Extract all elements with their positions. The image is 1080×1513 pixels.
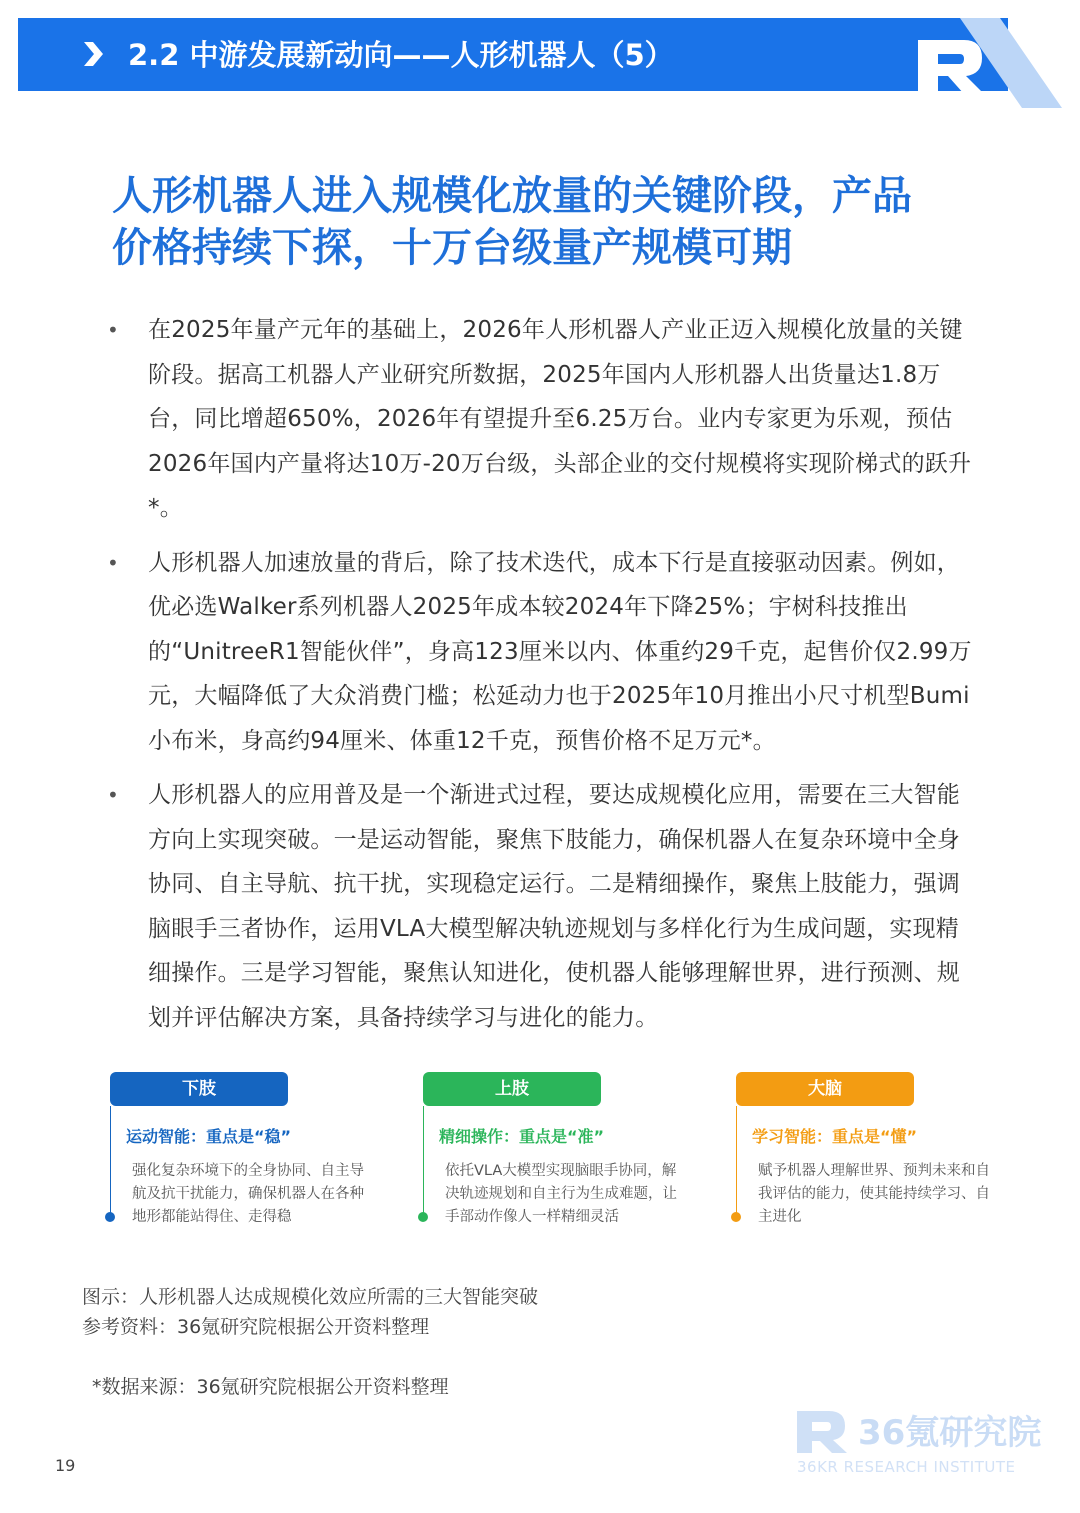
bullet-list	[104, 308, 976, 1050]
card-subtitle: 学习智能：重点是“懂”	[752, 1127, 918, 1146]
intelligence-cards	[104, 1072, 1004, 1262]
chevron-right-icon	[80, 36, 106, 72]
card-node-dot	[418, 1212, 428, 1222]
headline	[112, 170, 992, 274]
caption-figure: 图示：人形机器人达成规模化效应所需的三大智能突破	[82, 1286, 539, 1308]
card-tab: 大脑	[736, 1072, 914, 1106]
card-upper-limb	[417, 1072, 687, 1262]
card-connector-line	[736, 1106, 737, 1216]
bullet-text: 在2025年量产元年的基础上，2026年人形机器人产业正迈入规模化放量的关键阶段。据高工机器人产业研究所数据，2025年国内人形机器人出货量达1.8万台，同比增超650%，2026年有望提升至6.25万台。业内专家更为乐观，预估2026年国内产量将达10万-20万台级，头部企业的交付规模将实现阶梯式的跃升*。	[148, 317, 972, 521]
card-brain	[730, 1072, 1000, 1262]
card-tab: 上肢	[423, 1072, 601, 1106]
page-section-title: 2.2 中游发展新动向——人形机器人（5）	[128, 38, 674, 72]
bullet-text: 人形机器人加速放量的背后，除了技术迭代，成本下行是直接驱动因素。例如，优必选Walker系列机器人2025年成本较2024年下降25%；宇树科技推出的“UnitreeR1智能伙伴”，身高123厘米以内、体重约29千克，起售价仅2.99万元，大幅降低了大众消费门槛；松延动力也于2025年10月推出小尺寸机型Bumi小布米，身高约94厘米、体重12千克，预售价格不足万元*。	[148, 549, 972, 754]
card-node-dot	[105, 1212, 115, 1222]
bullet-marker: •	[107, 783, 119, 807]
bullet-item	[104, 773, 976, 1040]
headline-line-1: 人形机器人进入规模化放量的关键阶段，产品	[112, 173, 912, 219]
bullet-text: 人形机器人的应用普及是一个渐进式过程，要达成规模化应用，需要在三大智能方向上实现突破。一是运动智能，聚焦下肢能力，确保机器人在复杂环境中全身协同、自主导航、抗干扰，实现稳定运行。二是精细操作，聚焦上肢能力，强调脑眼手三者协作，运用VLA大模型解决轨迹规划与多样化行为生成问题，实现精细操作。三是学习智能，聚焦认知进化，使机器人能够理解世界，进行预测、规划并评估解决方案，具备持续学习与进化的能力。	[148, 782, 960, 1031]
card-tab: 下肢	[110, 1072, 288, 1106]
page-number: 19	[55, 1456, 76, 1475]
headline-line-2: 价格持续下探，十万台级量产规模可期	[112, 225, 792, 271]
card-connector-line	[110, 1106, 111, 1216]
watermark-subtitle: 36KR RESEARCH INSTITUTE	[797, 1458, 1016, 1476]
bullet-marker: •	[107, 318, 119, 342]
card-subtitle: 运动智能：重点是“稳”	[126, 1127, 292, 1146]
figure-caption	[82, 1282, 538, 1342]
caption-source: 参考资料：36氪研究院根据公开资料整理	[82, 1316, 430, 1338]
card-description: 赋予机器人理解世界、预判未来和自我评估的能力，使其能持续学习、自主进化	[758, 1163, 990, 1225]
card-connector-line	[423, 1106, 424, 1216]
watermark-name: 36氪研究院	[858, 1413, 1042, 1453]
footnote: *数据来源：36氪研究院根据公开资料整理	[92, 1376, 449, 1398]
bullet-item	[104, 541, 976, 764]
card-description: 强化复杂环境下的全身协同、自主导航及抗干扰能力，确保机器人在各种地形都能站得住、走得稳	[132, 1163, 364, 1225]
card-description: 依托VLA大模型实现脑眼手协同，解决轨迹规划和自主行为生成难题，让手部动作像人一样精细灵活	[445, 1163, 677, 1225]
bullet-item	[104, 308, 976, 531]
card-node-dot	[731, 1212, 741, 1222]
card-lower-limb	[104, 1072, 374, 1262]
card-subtitle: 精细操作：重点是“准”	[439, 1127, 605, 1146]
36kr-logo-icon	[900, 18, 1065, 108]
bullet-marker: •	[107, 550, 119, 575]
